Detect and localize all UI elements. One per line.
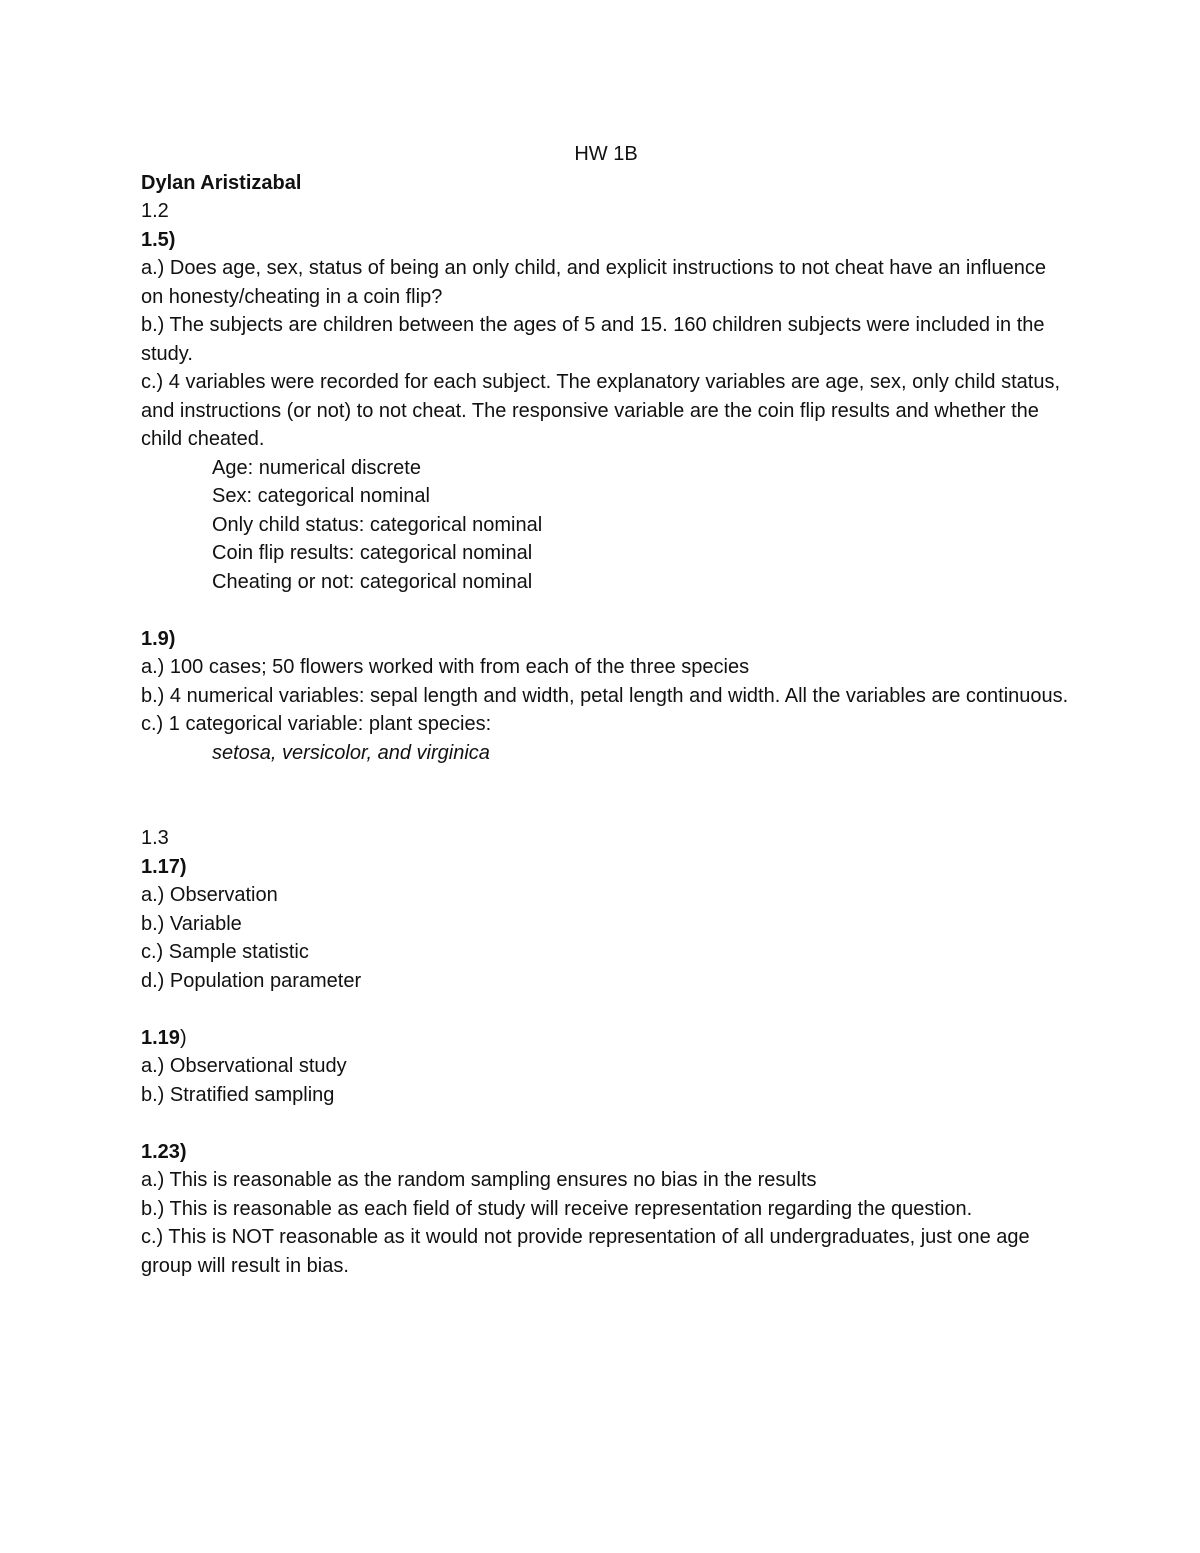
answer-1-9-c: c.) 1 categorical variable: plant species: xyxy=(141,713,492,735)
question-heading-1-19-number: 1.19 xyxy=(141,1026,180,1049)
blank-line xyxy=(141,596,1071,625)
question-heading-1-5: 1.5) xyxy=(141,228,176,251)
answer-1-17-c: c.) Sample statistic xyxy=(141,941,309,963)
answer-1-23-b: b.) This is reasonable as each field of study will receive representation regarding the question. xyxy=(141,1197,973,1220)
answer-1-5-c: c.) 4 variables were recorded for each subject. The explanatory variables are age, sex, only child status, and instructions (or not) to not cheat. The responsive variable are the coin flip results and whether the child cheated. xyxy=(141,371,1066,450)
answer-1-17-b: b.) Variable xyxy=(141,912,242,935)
answer-1-5-a: a.) Does age, sex, status of being an only child, and explicit instructions to not cheat have an influence on honesty/cheating in a coin flip? xyxy=(141,257,1052,308)
section-heading-1-3: 1.3 xyxy=(141,827,169,849)
answer-1-9-a: a.) 100 cases; 50 flowers worked with from each of the three species xyxy=(141,656,750,678)
answer-1-17-a: a.) Observation xyxy=(141,884,278,906)
author-name: Dylan Aristizabal xyxy=(141,171,302,194)
variable-item: Age: numerical discrete xyxy=(212,456,421,479)
document-page xyxy=(141,140,1071,1280)
answer-1-5-b: b.) The subjects are children between the ages of 5 and 15. 160 children subjects were included in the study. xyxy=(141,314,1051,365)
variable-item: Sex: categorical nominal xyxy=(212,485,430,507)
species-list: setosa, versicolor, and virginica xyxy=(212,741,490,764)
question-heading-1-17: 1.17) xyxy=(141,855,187,878)
answer-1-23-a: a.) This is reasonable as the random sampling ensures no bias in the results xyxy=(141,1169,817,1191)
document-title: HW 1B xyxy=(574,143,638,165)
blank-line xyxy=(141,995,1071,1024)
answer-1-23-c: c.) This is NOT reasonable as it would not provide representation of all undergraduates, just one age group will result in bias. xyxy=(141,1226,1036,1277)
variable-item: Only child status: categorical nominal xyxy=(212,513,543,536)
question-heading-1-19-paren: ) xyxy=(179,1026,187,1049)
variable-item: Coin flip results: categorical nominal xyxy=(212,542,533,564)
section-heading-1-2: 1.2 xyxy=(141,200,169,222)
answer-1-19-a: a.) Observational study xyxy=(141,1055,347,1077)
blank-line xyxy=(141,1109,1071,1138)
answer-1-19-b: b.) Stratified sampling xyxy=(141,1083,335,1106)
answer-1-9-b: b.) 4 numerical variables: sepal length and width, petal length and width. All the variables are continuous. xyxy=(141,684,1069,707)
answer-1-17-d: d.) Population parameter xyxy=(141,969,362,992)
question-heading-1-9: 1.9) xyxy=(141,627,176,650)
question-heading-1-19 xyxy=(141,1024,1071,1053)
question-heading-1-23: 1.23) xyxy=(141,1140,187,1163)
variable-item: Cheating or not: categorical nominal xyxy=(212,570,533,593)
blank-line xyxy=(141,767,1071,824)
